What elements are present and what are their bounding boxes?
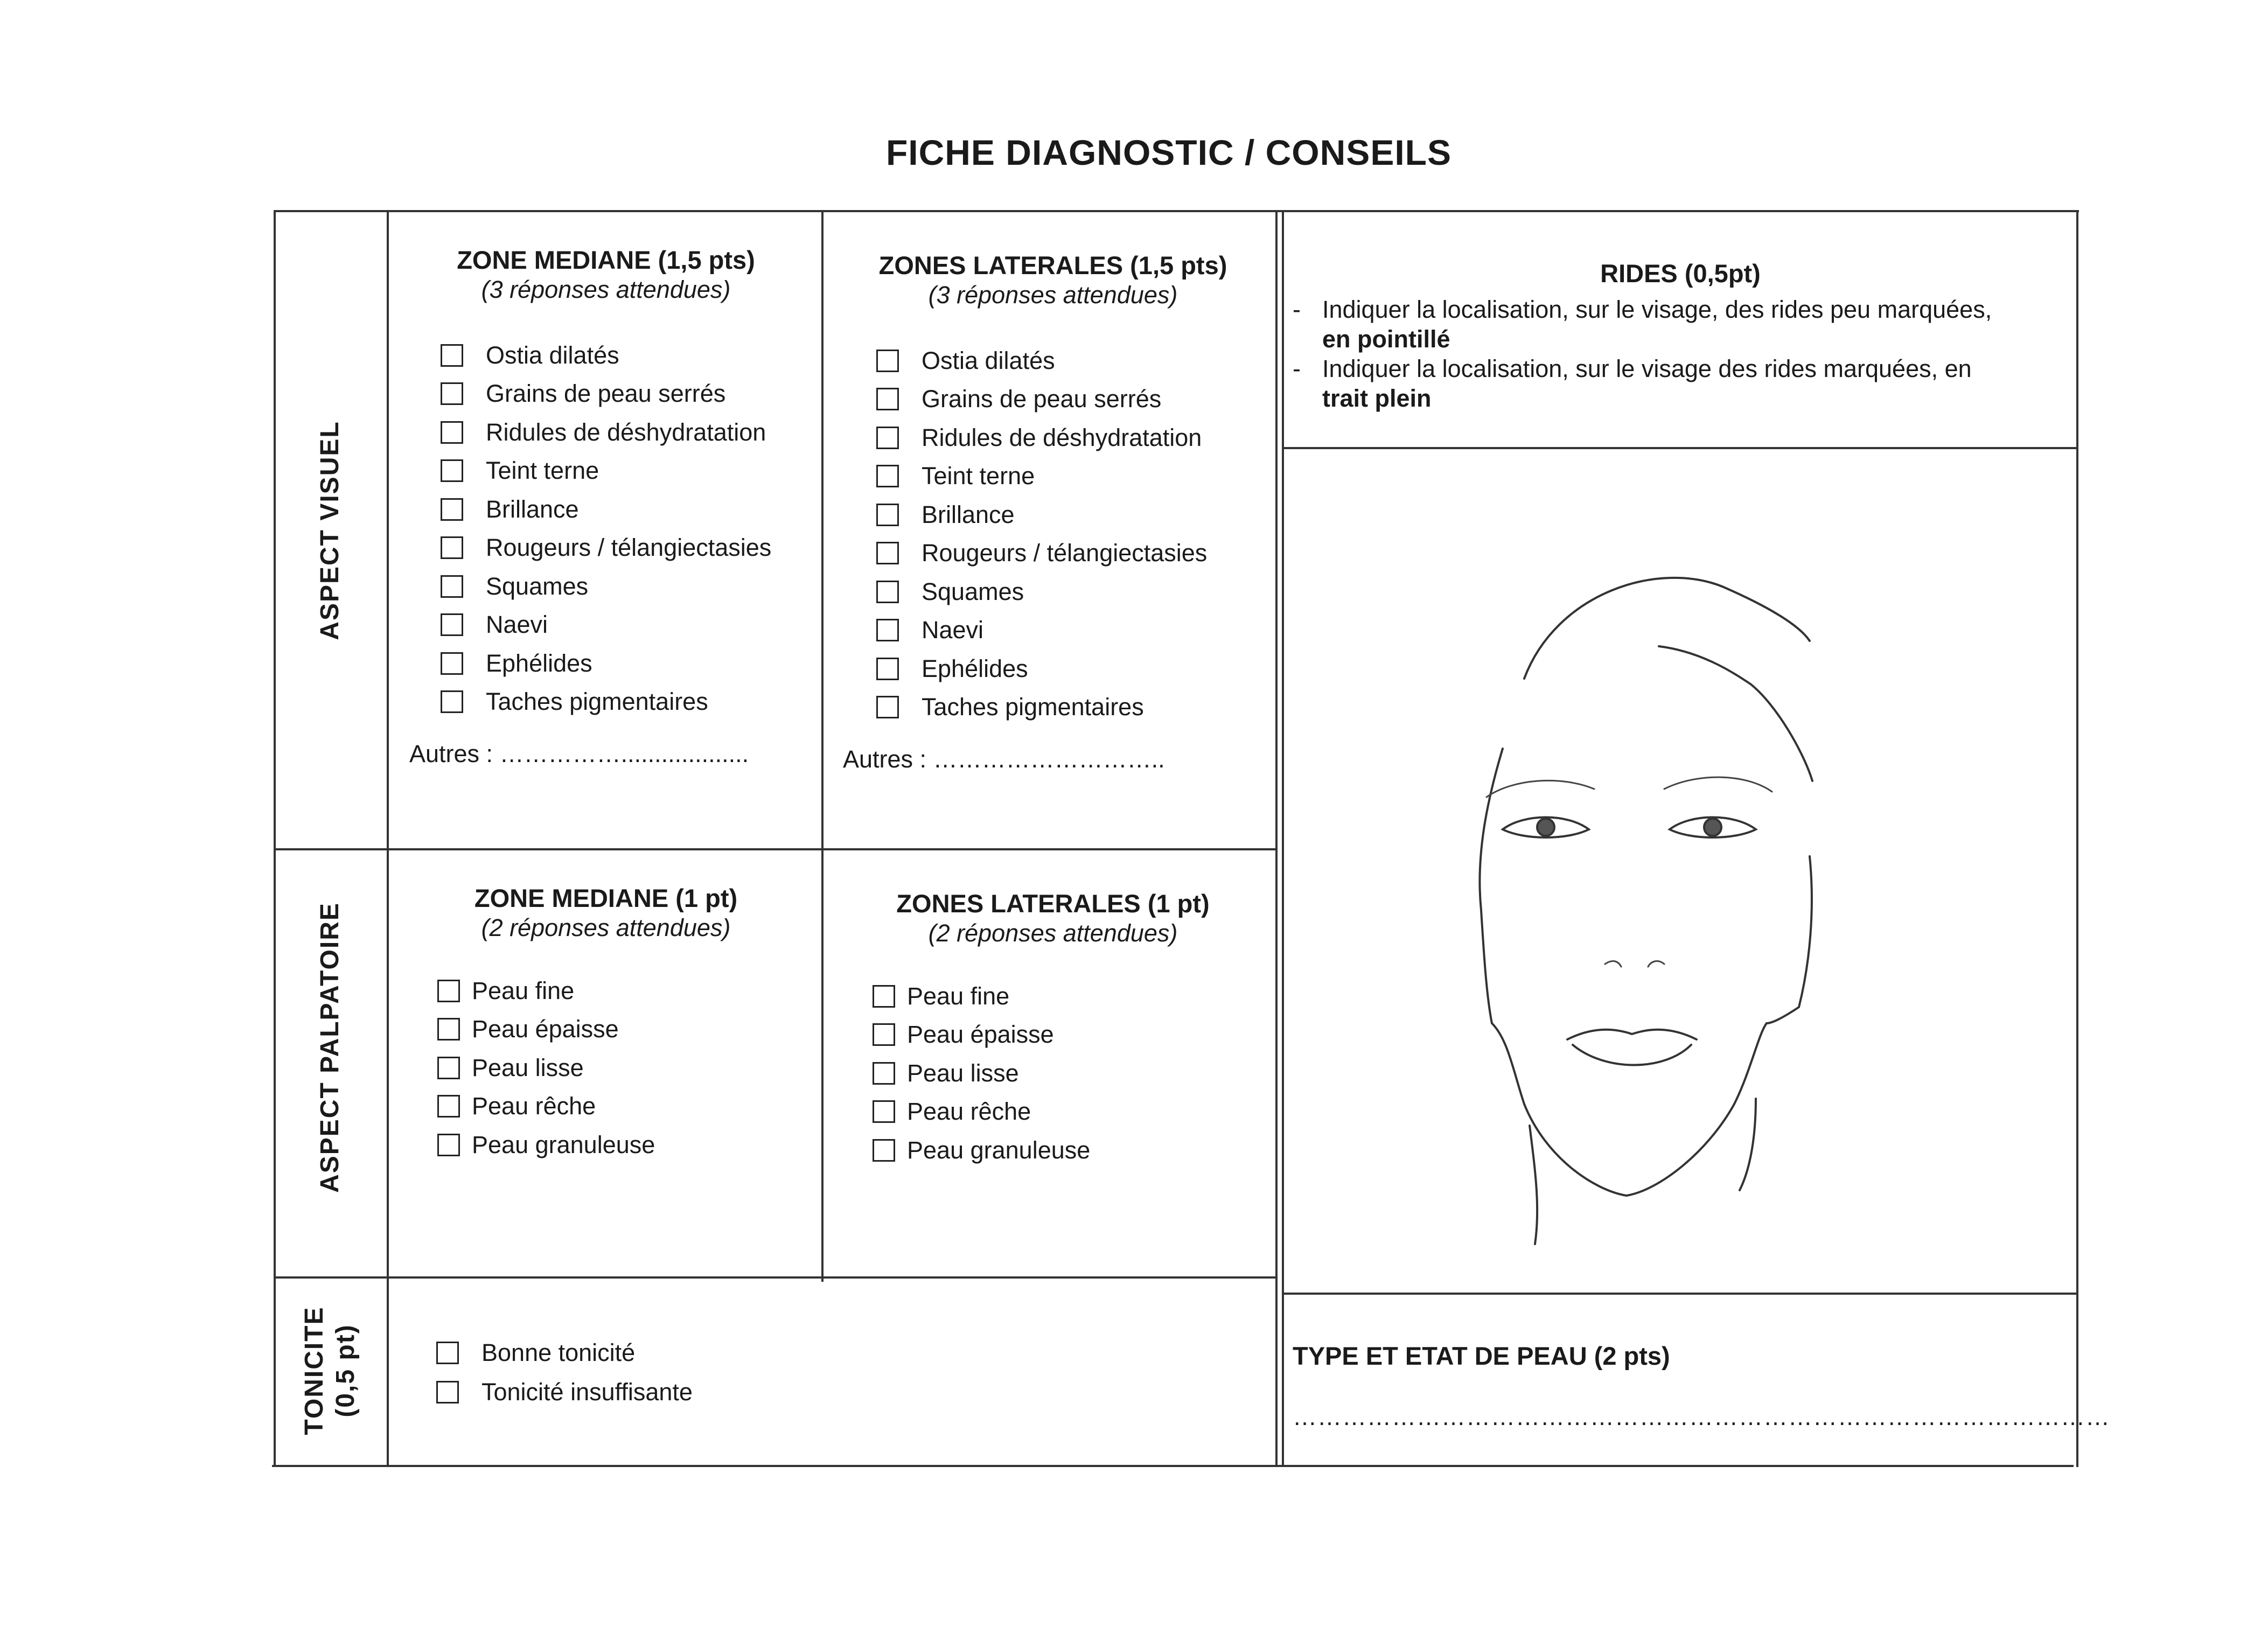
checkbox-option[interactable]: [876, 380, 1263, 419]
option-label: Peau épaisse: [472, 1015, 619, 1043]
rides-instruction-2: [1293, 354, 2068, 413]
checkbox[interactable]: [441, 575, 463, 598]
tonicite-label-line1: TONICITE: [300, 1306, 329, 1435]
checkbox[interactable]: [437, 1095, 460, 1118]
mouth: [1567, 1030, 1697, 1065]
right-nostril: [1648, 961, 1664, 967]
checkbox[interactable]: [873, 1100, 895, 1123]
checkbox-option[interactable]: [876, 688, 1263, 727]
upper-lip: [1567, 1030, 1697, 1039]
checkbox-option[interactable]: [876, 611, 1263, 650]
visuel-laterales-title: ZONES LATERALES (1,5 pts): [878, 251, 1227, 280]
option-label: Peau épaisse: [907, 1021, 1054, 1049]
checkbox-option[interactable]: [441, 452, 802, 491]
document-title: FICHE DIAGNOSTIC / CONSEILS: [885, 132, 1452, 172]
middle-column-divider: [821, 210, 824, 1282]
checkbox-option[interactable]: [436, 1372, 975, 1412]
checkbox-option[interactable]: [441, 490, 802, 529]
neck-right: [1740, 1099, 1756, 1190]
option-label: Squames: [486, 572, 589, 600]
checkbox[interactable]: [441, 421, 463, 444]
checkbox[interactable]: [441, 344, 463, 367]
option-label: Taches pigmentaires: [922, 693, 1144, 721]
checkbox[interactable]: [436, 1342, 459, 1364]
option-label: Rougeurs / télangiectasies: [922, 539, 1208, 567]
checkbox-option[interactable]: [437, 1126, 802, 1164]
table-border-bottom: [272, 1465, 2074, 1467]
checkbox[interactable]: [437, 1134, 460, 1156]
option-label: Peau rêche: [907, 1098, 1031, 1126]
hair-right: [1750, 684, 1812, 781]
option-label: Bonne tonicité: [481, 1338, 636, 1366]
checkbox[interactable]: [876, 581, 899, 603]
eyebrows: [1487, 777, 1772, 797]
option-label: Ridules de déshydratation: [922, 423, 1202, 451]
right-section-divider-inner: [1282, 210, 1284, 1467]
checkbox-option[interactable]: [441, 336, 802, 375]
palpatoire-laterales-options: [873, 977, 1263, 1170]
checkbox-option[interactable]: [437, 972, 802, 1010]
option-label: Peau lisse: [472, 1053, 584, 1081]
checkbox-option[interactable]: [441, 644, 802, 683]
checkbox-option[interactable]: [441, 606, 802, 645]
checkbox[interactable]: [441, 498, 463, 521]
checkbox-option[interactable]: [873, 977, 1263, 1016]
headband-top: [1524, 578, 1810, 679]
checkbox[interactable]: [441, 613, 463, 636]
visuel-mediane-options: [441, 336, 802, 721]
checkbox-option[interactable]: [437, 1087, 802, 1126]
checkbox-option[interactable]: [441, 375, 802, 414]
rides-instruction-1-emphasis: en pointillé: [1322, 325, 1450, 353]
visuel-laterales-subtitle: (3 réponses attendues): [928, 281, 1178, 309]
tonicite-panel: [436, 1333, 975, 1412]
row-divider-visuel-palpatoire: [274, 848, 1276, 850]
checkbox-option[interactable]: [876, 572, 1263, 611]
table-border-right: [2076, 210, 2078, 1467]
row-label-aspect-palpatoire: ASPECT PALPATOIRE: [316, 902, 344, 1193]
checkbox[interactable]: [876, 542, 899, 564]
jaw-contour: [1492, 1023, 1767, 1196]
left-nostril: [1605, 961, 1621, 967]
visuel-mediane-title: ZONE MEDIANE (1,5 pts): [457, 246, 755, 274]
checkbox[interactable]: [441, 652, 463, 675]
option-label: Peau rêche: [472, 1092, 596, 1120]
row-divider-palpatoire-tonicite: [274, 1276, 1276, 1279]
option-label: Ridules de déshydratation: [486, 418, 766, 446]
checkbox-option[interactable]: [876, 341, 1263, 380]
checkbox[interactable]: [876, 619, 899, 641]
option-label: Grains de peau serrés: [922, 385, 1162, 413]
lower-lip: [1573, 1045, 1691, 1065]
checkbox-option[interactable]: [876, 457, 1263, 496]
checkbox[interactable]: [873, 1139, 895, 1162]
checkbox[interactable]: [437, 980, 460, 1002]
rides-header-divider: [1282, 447, 2078, 449]
palpatoire-laterales-subtitle: (2 réponses attendues): [928, 919, 1178, 947]
checkbox-option[interactable]: [873, 1016, 1263, 1055]
palpatoire-mediane-panel: [409, 883, 802, 1164]
checkbox-option[interactable]: [441, 413, 802, 452]
checkbox[interactable]: [876, 504, 899, 526]
face-bottom-divider: [1282, 1293, 2078, 1295]
table-border-top: [275, 210, 2079, 212]
checkbox-option[interactable]: [437, 1010, 802, 1049]
visuel-mediane-panel: [409, 245, 802, 768]
option-label: Taches pigmentaires: [486, 688, 708, 716]
autres-field[interactable]: Autres : ………………………..: [843, 745, 1165, 773]
visuel-laterales-panel: [843, 250, 1263, 773]
option-label: Naevi: [486, 611, 548, 639]
rides-title: RIDES (0,5pt): [1600, 259, 1761, 288]
option-label: Ostia dilatés: [922, 346, 1055, 374]
option-label: Peau fine: [472, 976, 575, 1004]
face-sketch[interactable]: [1433, 479, 1917, 1276]
checkbox-option[interactable]: [436, 1333, 975, 1372]
option-label: Ephélides: [922, 654, 1028, 682]
checkbox-option[interactable]: [873, 1093, 1263, 1132]
option-label: Squames: [922, 577, 1024, 605]
checkbox[interactable]: [873, 1023, 895, 1046]
checkbox[interactable]: [441, 690, 463, 713]
type-peau-title: TYPE ET ETAT DE PEAU (2 pts): [1293, 1342, 1670, 1370]
option-label: Ostia dilatés: [486, 341, 619, 369]
visuel-laterales-options: [876, 341, 1263, 727]
rides-instruction-2-text: [1322, 354, 1972, 413]
option-label: Peau lisse: [907, 1059, 1019, 1087]
checkbox[interactable]: [876, 427, 899, 449]
nose: [1605, 961, 1664, 967]
option-label: Teint terne: [486, 457, 599, 485]
option-label: Peau granuleuse: [472, 1130, 655, 1158]
checkbox[interactable]: [441, 459, 463, 482]
option-label: Grains de peau serrés: [486, 380, 726, 408]
rides-instruction-2-body: Indiquer la localisation, sur le visage des rides marquées, en: [1322, 355, 1972, 382]
checkbox[interactable]: [876, 465, 899, 487]
checkbox[interactable]: [436, 1381, 459, 1403]
checkbox[interactable]: [876, 388, 899, 410]
checkbox[interactable]: [876, 696, 899, 718]
right-iris: [1704, 819, 1721, 836]
palpatoire-mediane-options: [437, 972, 802, 1164]
right-eyebrow: [1664, 777, 1772, 792]
option-label: Brillance: [486, 495, 579, 523]
checkbox-option[interactable]: [876, 495, 1263, 534]
checkbox-option[interactable]: [441, 567, 802, 606]
checkbox[interactable]: [441, 536, 463, 559]
option-label: Teint terne: [922, 462, 1035, 490]
palpatoire-mediane-title: ZONE MEDIANE (1 pt): [474, 884, 738, 912]
checkbox-option[interactable]: [876, 418, 1263, 457]
row-label-aspect-visuel: ASPECT VISUEL: [316, 421, 344, 640]
checkbox-option[interactable]: [873, 1131, 1263, 1170]
row-label-tonicite: [299, 1306, 361, 1435]
left-eyebrow: [1487, 780, 1594, 797]
rides-instruction-1: [1293, 295, 2068, 354]
rides-instruction-1-body: Indiquer la localisation, sur le visage, des rides peu marquées,: [1322, 296, 1992, 323]
checkbox-option[interactable]: [441, 529, 802, 568]
headband-fold: [1659, 646, 1750, 684]
palpatoire-mediane-subtitle: (2 réponses attendues): [481, 914, 731, 941]
option-label: Peau granuleuse: [907, 1136, 1091, 1164]
option-label: Ephélides: [486, 649, 592, 677]
face-outline: [1480, 578, 1812, 1244]
face-right-contour: [1767, 856, 1812, 1023]
checkbox[interactable]: [876, 658, 899, 680]
rides-panel: [1293, 259, 2068, 413]
checkbox-option[interactable]: [437, 1049, 802, 1087]
checkbox-option[interactable]: [441, 683, 802, 722]
checkbox[interactable]: [873, 985, 895, 1008]
bullet-dash: -: [1293, 296, 1301, 323]
checkbox[interactable]: [437, 1057, 460, 1079]
tonicite-options: [436, 1333, 975, 1412]
checkbox-option[interactable]: [876, 534, 1263, 573]
option-label: Rougeurs / télangiectasies: [486, 534, 772, 562]
checkbox[interactable]: [437, 1018, 460, 1041]
checkbox[interactable]: [441, 382, 463, 405]
tonicite-label-line2: (0,5 pt): [331, 1324, 360, 1417]
neck-left: [1530, 1126, 1537, 1244]
option-label: Peau fine: [907, 982, 1010, 1010]
eyes: [1503, 818, 1756, 838]
checkbox[interactable]: [876, 350, 899, 372]
rides-instruction-1-text: [1322, 295, 1992, 354]
visuel-mediane-subtitle: (3 réponses attendues): [481, 276, 731, 303]
autres-field[interactable]: Autres : ……………...................: [409, 740, 749, 767]
palpatoire-laterales-panel: [843, 889, 1263, 1170]
option-label: Brillance: [922, 500, 1015, 528]
left-iris: [1537, 819, 1554, 836]
option-label: Tonicité insuffisante: [481, 1378, 693, 1406]
checkbox[interactable]: [873, 1062, 895, 1085]
rides-instruction-2-emphasis: trait plein: [1322, 385, 1432, 412]
type-peau-answer-line[interactable]: ………………………………………………………………………………………: [1293, 1403, 2110, 1430]
palpatoire-laterales-title: ZONES LATERALES (1 pt): [896, 889, 1210, 918]
checkbox-option[interactable]: [876, 650, 1263, 688]
bullet-dash: -: [1293, 355, 1301, 382]
checkbox-option[interactable]: [873, 1054, 1263, 1093]
option-label: Naevi: [922, 616, 984, 644]
